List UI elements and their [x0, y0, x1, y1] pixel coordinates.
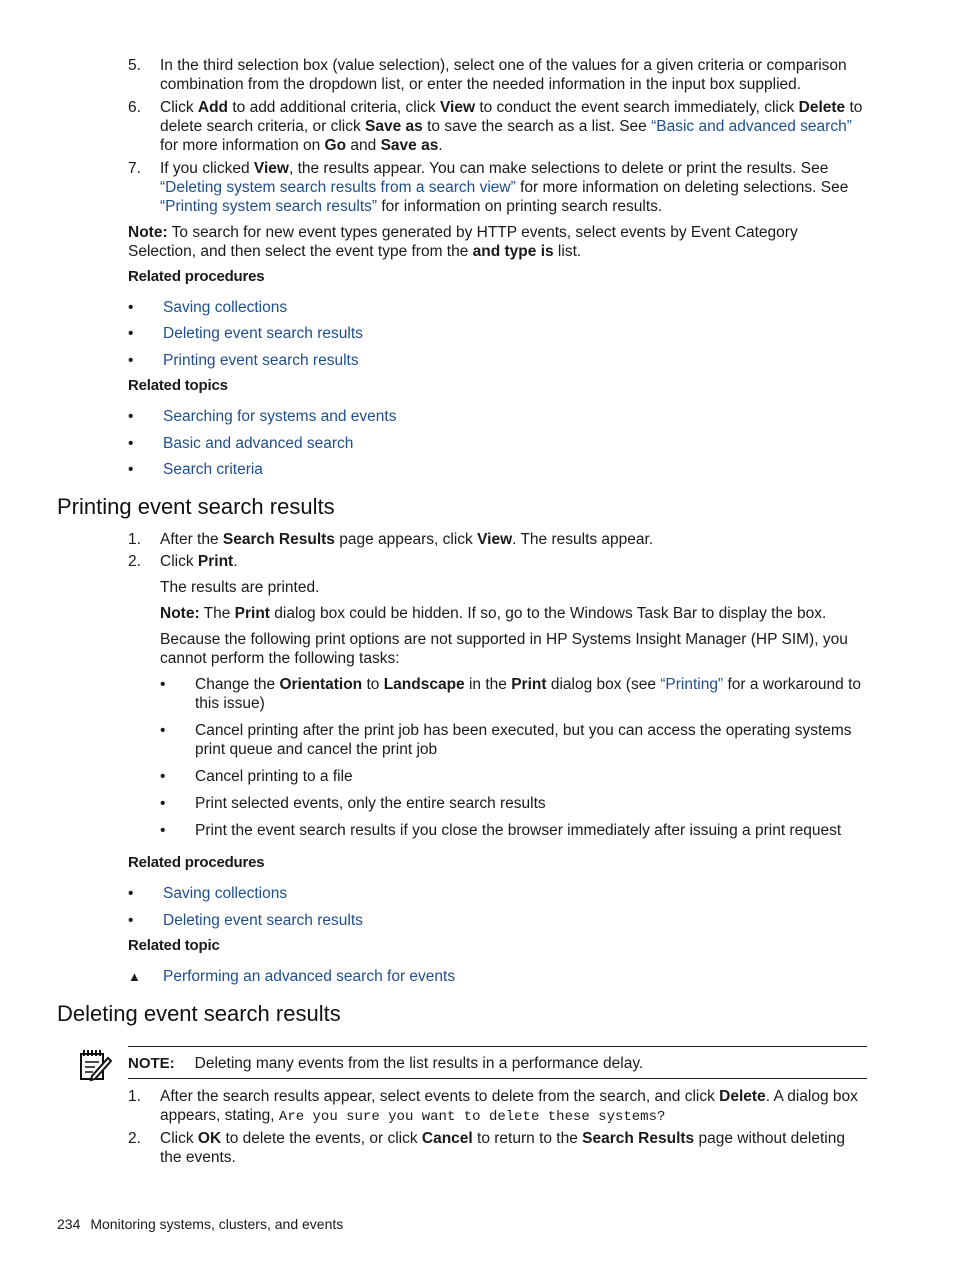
cross-reference-link[interactable]: “Printing system search results”: [160, 198, 378, 215]
link-searching-systems-events[interactable]: Searching for systems and events: [163, 408, 397, 425]
list-item: [128, 460, 263, 479]
list-item: [160, 675, 868, 713]
step-number: 2.: [128, 553, 141, 570]
note-label: Note:: [128, 224, 168, 241]
step-7: [128, 159, 868, 216]
bold-term: Delete: [719, 1088, 766, 1105]
cross-reference-link[interactable]: “Printing”: [660, 676, 724, 693]
bold-term: OK: [197, 1130, 222, 1147]
list-item: [160, 767, 868, 786]
note-top-rule: [128, 1046, 867, 1047]
bullet-icon: •: [128, 325, 134, 342]
link-deleting-event-search-results[interactable]: Deleting event search results: [163, 325, 363, 342]
print-result-text: The results are printed.: [160, 579, 320, 596]
footer-text: Monitoring systems, clusters, and events: [90, 1216, 344, 1232]
bold-term: Search Results: [582, 1130, 695, 1147]
note-text: The Print dialog box could be hidden. If so, go to the Windows Task Bar to display the box.: [199, 605, 827, 622]
dialog-message: Are you sure you want to delete these systems?: [278, 1109, 666, 1125]
bold-term: Save as: [380, 137, 439, 154]
bullet-icon: •: [128, 885, 134, 902]
bullet-icon: •: [160, 822, 166, 839]
cross-reference-link[interactable]: “Basic and advanced search”: [651, 118, 852, 135]
print-step-1: [128, 530, 868, 549]
link-advanced-search-events[interactable]: Performing an advanced search for events: [163, 968, 456, 985]
step-number: 1.: [128, 531, 141, 548]
bullet-icon: •: [128, 299, 134, 316]
related-topic-heading: Related topic: [128, 937, 220, 954]
print-because-text: Because the following print options are not supported in HP Systems Insight Manager (HP SIM), you cannot perform the following tasks:: [160, 631, 848, 667]
bullet-text: Change the Orientation to Landscape in the Print dialog box (see “Printing” for a workaround to this issue): [195, 676, 862, 712]
bold-term: and type is: [472, 243, 554, 260]
bold-term: View: [253, 160, 289, 177]
list-item: [128, 407, 396, 426]
bullet-icon: •: [128, 461, 134, 478]
section-title-deleting: Deleting event search results: [57, 1001, 341, 1026]
bullet-icon: •: [160, 768, 166, 785]
step-text: In the third selection box (value selection), select one of the values for a given criteria or comparison combination from the dropdown list, or enter the needed information in the input box supplied.: [160, 57, 847, 93]
step-text: After the search results appear, select events to delete from the search, and click Delete. A dialog box appears, stating, Are you sure you want to delete these systems?: [160, 1088, 858, 1125]
print-note: [160, 604, 868, 623]
link-saving-collections[interactable]: Saving collections: [163, 299, 288, 316]
triangle-icon: ▲: [128, 969, 141, 984]
note-text: Deleting many events from the list results in a performance delay.: [194, 1055, 644, 1072]
bullet-icon: •: [128, 352, 134, 369]
note-bottom-rule: [128, 1078, 867, 1079]
related-procedures-heading: Related procedures: [128, 854, 265, 871]
bold-term: Print: [197, 553, 234, 570]
step-6: [128, 98, 868, 155]
link-basic-advanced-search[interactable]: Basic and advanced search: [163, 435, 354, 452]
list-item: [128, 911, 363, 930]
step-text: If you clicked View, the results appear. You can make selections to delete or print the results. See “Deleting system search results from a search view” for more information on deleting selections. See “Printing system search results” for information on printing search results.: [160, 160, 849, 215]
step-text: After the Search Results page appears, click View. The results appear.: [160, 531, 654, 548]
list-item: [160, 794, 868, 813]
related-procedures-heading: Related procedures: [128, 268, 265, 285]
bold-term: Search Results: [222, 531, 335, 548]
note-box: [128, 1054, 643, 1073]
bold-term: Landscape: [383, 676, 465, 693]
bullet-icon: •: [128, 435, 134, 452]
bullet-icon: •: [160, 722, 166, 739]
delete-step-1: [128, 1087, 868, 1127]
bullet-text: Print selected events, only the entire search results: [195, 795, 546, 812]
note-paragraph: [128, 223, 868, 261]
bullet-text: Cancel printing to a file: [195, 768, 353, 785]
bold-term: Orientation: [279, 676, 363, 693]
list-item: [128, 298, 287, 317]
step-5: [128, 56, 868, 94]
bold-term: Cancel: [421, 1130, 473, 1147]
bullet-icon: •: [128, 408, 134, 425]
list-item: [128, 351, 359, 370]
section-title-printing: Printing event search results: [57, 494, 335, 519]
bullet-text: Print the event search results if you close the browser immediately after issuing a print request: [195, 822, 842, 839]
bullet-icon: •: [128, 912, 134, 929]
note-text: To search for new event types generated by HTTP events, select events by Event Category Selection, and then select the event type from the and type is list.: [128, 224, 798, 260]
link-saving-collections[interactable]: Saving collections: [163, 885, 288, 902]
list-item: [128, 434, 353, 453]
step-number: 5.: [128, 57, 141, 74]
bold-term: Add: [197, 99, 229, 116]
step-text: Click OK to delete the events, or click Cancel to return to the Search Results page without deleting the events.: [160, 1130, 845, 1166]
list-item: [128, 967, 455, 986]
bold-term: Delete: [798, 99, 846, 116]
bold-term: Save as: [365, 118, 423, 135]
step-number: 6.: [128, 99, 141, 116]
cross-reference-link[interactable]: “Deleting system search results from a search view”: [160, 179, 516, 196]
step-number: 1.: [128, 1088, 141, 1105]
page-footer: [57, 1216, 343, 1232]
related-topics-heading: Related topics: [128, 377, 228, 394]
step-number: 7.: [128, 160, 141, 177]
link-search-criteria[interactable]: Search criteria: [163, 461, 263, 478]
delete-step-2: [128, 1129, 868, 1167]
bold-term: View: [477, 531, 513, 548]
list-item: [128, 324, 363, 343]
bullet-icon: •: [160, 795, 166, 812]
step-text: Click Add to add additional criteria, click View to conduct the event search immediately, click Delete to delete search criteria, or click Save as to save the search as a list. See “Basic and advanced search” for more information on Go and Save as.: [160, 99, 863, 154]
bold-term: Print: [234, 605, 270, 622]
bold-term: View: [439, 99, 476, 116]
bold-term: Go: [324, 137, 347, 154]
list-item: [128, 884, 287, 903]
bold-term: Print: [511, 676, 547, 693]
list-item: [160, 721, 868, 759]
note-pad-icon: [78, 1048, 112, 1082]
bullet-icon: •: [160, 676, 166, 693]
note-label: Note:: [160, 605, 200, 622]
link-printing-event-search-results[interactable]: Printing event search results: [163, 352, 359, 369]
bullet-text: Cancel printing after the print job has been executed, but you can access the operating systems print queue and cancel the print job: [195, 722, 852, 758]
link-deleting-event-search-results[interactable]: Deleting event search results: [163, 912, 363, 929]
list-item: [160, 821, 868, 840]
step-number: 2.: [128, 1130, 141, 1147]
print-step-2: [128, 552, 868, 571]
step-text: Click Print.: [160, 553, 238, 570]
page-number: 234: [57, 1216, 81, 1232]
note-label: NOTE:: [128, 1055, 175, 1072]
